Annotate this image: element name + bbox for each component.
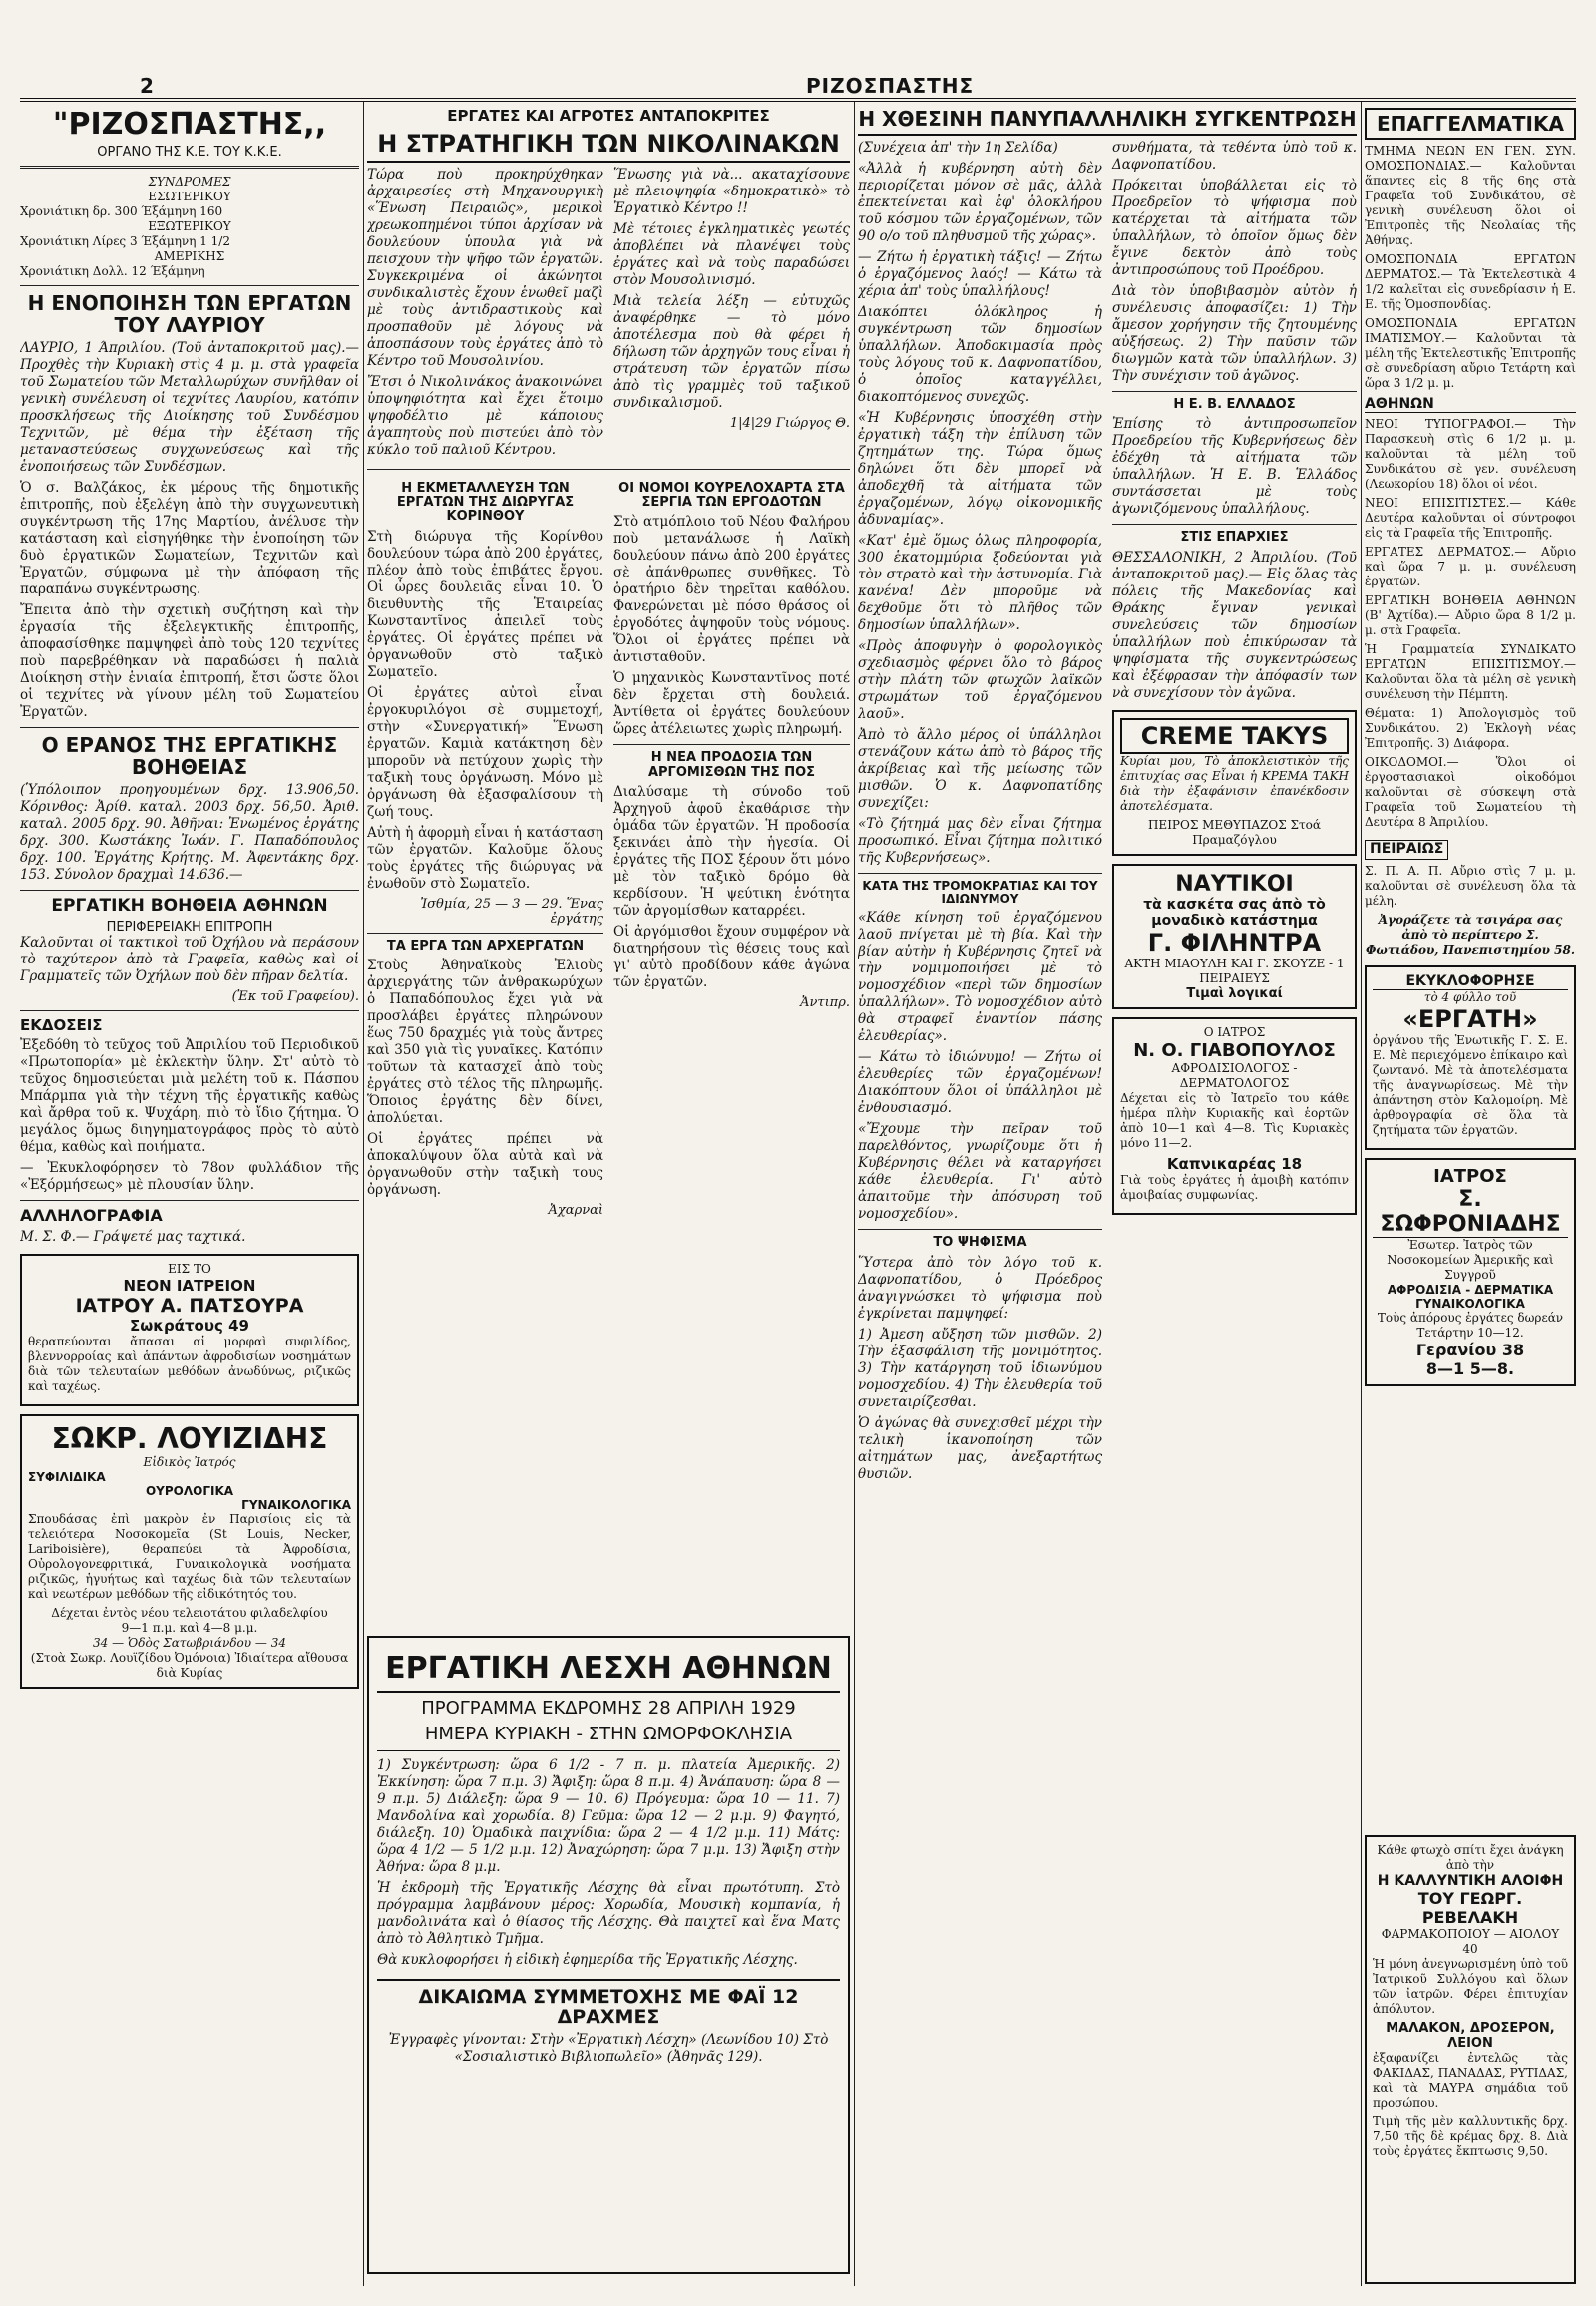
article-paragraph: «Ἔχουμε τὴν πεῖραν τοῦ παρελθόντος, γνωρίζουμε ὅτι ἡ Κυβέρνησις θέλει νὰ καταργήσει κάθε ἐλευθερία. Γι' αὐτὸ ἀπαιτοῦμε τὴν ἀπόσυρση τοῦ νομοσχεδίου». [858, 1121, 1102, 1223]
paper-title: "ΡΙΖΟΣΠΑΣΤΗΣ,, [52, 107, 327, 142]
ad-name: Ν. Ο. ΓΙΑΒΟΠΟΥΛΟΣ [1133, 1039, 1336, 1061]
article-paragraph: Ὕστερα ἀπὸ τὸν λόγο τοῦ κ. Δαφνοπατίδου, ὁ Πρόεδρος ἀναγιγνώσκει τὸ ψήφισμα ποὺ ἐγκρίνεται παμψηφεί: [858, 1254, 1102, 1322]
ad-name: «ΕΡΓΑΤΗ» [1402, 1004, 1538, 1033]
ad-body: Τιμὴ τῆς μὲν καλλυντικῆς δρχ. 7,50 τῆς δὲ κρέμας δρχ. 8. Διὰ τοὺς ἐργάτες ἔκπτωσις 9,50. [1373, 2114, 1568, 2158]
article-continuation: (Συνέχεια ἀπ' τὴν 1η Σελίδα) [858, 140, 1058, 156]
article-headline: ΟΙ ΝΟΜΟΙ ΚΟΥΡΕΛΟΧΑΡΤΑ ΣΤΑ ΣΕΡΓΙΑ ΤΩΝ ΕΡΓΟΔΟΤΩΝ [618, 480, 845, 511]
article-column [1112, 140, 1357, 1487]
ad-title: Η ΚΑΛΛΥΝΤΙΚΗ ΑΛΟΙΦΗ [1377, 1873, 1564, 1889]
newspaper-name: ΡΙΖΟΣΠΑΣΤΗΣ [806, 74, 975, 98]
article-paragraph: Ἐξεδόθη τὸ τεῦχος τοῦ Ἀπριλίου τοῦ Περιοδικοῦ «Πρωτοπορία» μὲ ἐκλεκτὴν ὕλην. Στ' αὐτὸ τὸ τεῦχος δημοσιεύεται μιὰ μελέτη τοῦ κ. Πάσπου Μπάρμπα γιὰ τὴν τέχνη τῆς ἐργατικῆς καθὼς καὶ ἄρθρα τοῦ κ. Ψυχάρη, πιὸ τὸ ἴδιο ζήτημα. Ὁ μεγάλος ὅμως διηγηματογράφος πρὸς τὸ αὐτὸ θέμα, καθὼς καὶ ποιήματα. [20, 1037, 359, 1156]
article-headline: ΕΚΔΟΣΕΙΣ [20, 1015, 103, 1034]
article-paragraph: Τώρα ποὺ προκηρύχθηκαν ἀρχαιρεσίες στὴ Μηχανουργικὴ «Ἕνωση Πειραιῶς», μερικοὶ χρεωκοπημένοι τύποι ἀρχίσαν νὰ δουλεύουν ὑπουλα γιὰ νὰ πεισχουν τὴν ψῆφο τῶν ἐργατῶν. Συγκεκριμένα οἱ ἀκώνητοι συνδικαλιστὲς ἔχουν ἑνωθεῖ μαζὶ μὲ τοὺς ἀντιδραστικοὺς καὶ προσπαθοῦν μὲ λόγους νὰ ἀποσπάσουν τοὺς ἐργάτες ἀπὸ τὸ Κέντρο τοῦ Μουσολινίου. [367, 166, 603, 369]
divider [1112, 524, 1357, 525]
ad-line: Ἐσωτερ. Ἰατρὸς τῶν Νοσοκομείων Ἀμερικῆς καὶ Συγγροῦ [1387, 1237, 1554, 1282]
article-headline: ΑΛΛΗΛΟΓΡΑΦΙΑ [20, 1206, 163, 1226]
notice: ΟΜΟΣΠΟΝΔΙΑ ΕΡΓΑΤΩΝ ΙΜΑΤΙΣΜΟΥ.— Καλοῦνται τὰ μέλη τῆς Ἐκτελεστικῆς Ἐπιτροπῆς σὲ συνεδρίαση αὔριο Τετάρτη καὶ ὥρα 3 1/2 μ. μ. [1365, 316, 1576, 390]
ad-line: (Στοὰ Σωκρ. Λουϊζίδου Ὀμόνοια) Ἰδιαίτερα αἴθουσα διὰ Κυρίας [30, 1650, 349, 1680]
ad-title: ΕΚΥΚΛΟΦΟΡΗΣΕ [1373, 973, 1568, 990]
announcement-footer: Ἐγγραφὲς γίνονται: Στὴν «Ἐργατικὴ Λέσχη» (Λεωνίδου 10) Στὸ «Σοσιαλιστικὸ Βιβλιοπωλεῖο» (Ἀθηνᾶς 129). [388, 2032, 829, 2066]
divider [20, 890, 359, 891]
ad-line: ΙΑΤΡΟΣ [1433, 1165, 1507, 1187]
notice: Θέματα: 1) Ἀπολογισμὸς τοῦ Συνδικάτου. 2) Ἐκλογὴ νέας Ἐπιτροπῆς. 3) Διάφορα. [1365, 706, 1576, 751]
ad-line: Σπουδάσας ἐπὶ μακρὸν ἐν Παρισίοις εἰς τὰ τελειότερα Νοσοκομεῖα (St Louis, Necker, Lariboisière), θεραπεύει τὰ Ἀφροδίσια, Οὐρολογονεφριτικά, Γυναικολογικὰ νοσήματα ριζικῶς, ἡγυήτως καὶ ταχέως διὰ τῶν τελευταίων καὶ νεωτέρων μεθόδων τῆς εἰδικότητός του. [28, 1511, 351, 1601]
article-columns [367, 476, 850, 1218]
notice: Ἡ Γραμματεία ΣΥΝΔΙΚΑΤΟ ΕΡΓΑΤΩΝ ΕΠΙΣΙΤΙΣΜΟΥ.— Καλοῦνται ὅλα τὰ μέλη σὲ γενικὴ συνέλευση τὴν Πέμπτη. [1365, 642, 1576, 702]
article-signature: Ἀχαρναὶ [548, 1203, 603, 1219]
article-headline: Η ΕΝΟΠΟΙΗΣΗ ΤΩΝ ΕΡΓΑΤΩΝ ΤΟΥ ΛΑΥΡΙΟΥ [27, 291, 352, 337]
column-divider [1361, 102, 1362, 2286]
subscriptions-line: ΑΜΕΡΙΚΗΣ [154, 249, 225, 263]
notice: Ἀγοράζετε τὰ τσιγάρα σας ἀπὸ τὸ περίπτερο Σ. Φωτιάδου, Πανεπιστημίου 58. [1365, 912, 1576, 957]
subscriptions-line: Χρονιάτικη Δολλ. 12 Έξάμηνη [20, 264, 205, 278]
column-2 [367, 102, 850, 1628]
article-paragraph: Ἕνωσης γιὰ νὰ... ακαταχίσουνε μὲ πλειοψηφία «δημοκρατικὸ» τὸ Ἐργατικὸ Κέντρο !! [613, 166, 850, 216]
announcement-body: Ἡ ἐκδρομὴ τῆς Ἐργατικῆς Λέσχης θὰ εἶναι πρωτότυπη. Στὸ πρόγραμμα λαμβάνουν μέρος: Χορωδία, Μουσικὴ κομπανία, ἡ μανδολινάτα καὶ ὁ θίασος τῆς Λέσχης. Θὰ παιχτεῖ καὶ ἕνα Ματς ἀπὸ τὸ Ἀθλητικὸ Τμῆμα. [377, 1879, 840, 1947]
ad-title: ΤΟΥ ΓΕΩΡΓ. ΡΕΒΕΛΑΚΗ [1417, 1889, 1523, 1927]
excursion-announcement [367, 1636, 850, 2274]
ad-hours: 8—1 5—8. [1425, 1358, 1515, 1378]
announcement-price: ΔΙΚΑΙΩΜΑ ΣΥΜΜΕΤΟΧΗΣ ΜΕ ΦΑΪ 12 ΔΡΑΧΜΕΣ [377, 1979, 840, 2029]
article-headline: ΚΑΤΑ ΤΗΣ ΤΡΟΜΟΚΡΑΤΙΑΣ ΚΑΙ ΤΟΥ ΙΔΙΩΝΥΜΟΥ [862, 879, 1098, 907]
ad-line: Δέχεται ἐντὸς νέου τελειοτάτου φιλαδελφίου [51, 1605, 328, 1620]
article-headline: Η ΝΕΑ ΠΡΟΔΟΣΙΑ ΤΩΝ ΑΡΓΟΜΙΣΘΩΝ ΤΗΣ ΠΟΣ [647, 750, 816, 780]
article-paragraph: Στὸ ατμόπλοιο τοῦ Νέου Φαλήρου ποὺ μετανάλωσε ἡ Λαϊκὴ δουλεύουν πάνω ἀπὸ 200 ἐργάτες σὲ ἀπάνθρωπες συνθῆκες. Τὸ ὁρατήριο δὲν τηρεῖται καθόλου. Φανερώνεται μὲ πόσο θράσος οἱ ἐργοδότες ἀψηφοῦν τοὺς νόμους. Ὅλοι οἱ ἐργάτες πρέπει νὰ ἀντισταθοῦν. [613, 514, 850, 666]
article-paragraph: — Ἐκυκλοφόρησεν τὸ 78ον φυλλάδιον τῆς «Ἐξόρμήσεως» μὲ πλουσίαν ὕλην. [20, 1160, 359, 1194]
article-headline: Η ΣΤΡΑΤΗΓΙΚΗ ΤΩΝ ΝΙΚΟΛΙΝΑΚΩΝ [367, 131, 850, 163]
ad-line: ΕΙΣ ΤΟ [168, 1261, 211, 1276]
article-paragraph: «Πρὸς ἀποφυγὴν ὁ φορολογικὸς σχεδιασμὸς φέρνει ὅλο τὸ βάρος στὴν πλάτη τῶν φτωχῶν λαϊκῶν στρωμάτων τοῦ ἐργαζόμενου λαοῦ». [858, 638, 1102, 722]
ad-body: Κυρίαι μου, Τὸ ἀποκλειστικὸν τῆς ἐπιτυχίας σας Εἶναι ἡ ΚΡΕΜΑ ΤΑΚΗ διὰ τὴν ἐξαφάνισιν ἐπανέκδοσιν ἀποτελέσματα. [1120, 753, 1349, 813]
ad-line: Εἰδικὸς Ἰατρός [143, 1454, 236, 1469]
article-paragraph: «Ἀλλὰ ἡ κυβέρνηση αὐτὴ δὲν περιορίζεται μόνον σὲ μᾶς, ἀλλὰ ἐπεκτείνεται καὶ ἐφ' ὁλοκλήρου τοῦ κόσμου τῶν ἐργαζομένων, τῶν 90 ο/ο τοῦ πληθυσμοῦ τῆς χώρας». [858, 161, 1102, 244]
article-paragraph: ΘΕΣΣΑΛΟΝΙΚΗ, 2 Ἀπριλίου. (Τοῦ ἀνταποκριτοῦ μας).— Εἰς ὅλας τὰς πόλεις τῆς Μακεδονίας καὶ Θράκης ἔγιναν γενικαὶ συνελεύσεις τῶν δημοσίων ὑπαλλήλων ποὺ ἐπικύρωσαν τὰ ψηφίσματα τῆς συγκεντρώσεως καὶ ἐξέφρασαν τὴν ἀπόφασίν των νὰ συνεχίσουν τὸν ἀγῶνα. [1112, 549, 1357, 701]
article-paragraph: Ὁ μηχανικὸς Κωνσταντῖνος ποτέ δὲν ἔρχεται στὴ δουλειά. Ἀντίθετα οἱ ἐργάτες δουλεύουν ὥρες ἀτέλειωτες χωρὶς πληρωμή. [613, 670, 850, 738]
ad-line: ΣΩΚΡ. ΛΟΥΙΖΙΔΗΣ [51, 1421, 328, 1455]
column-3 [858, 102, 1357, 2286]
divider [613, 744, 850, 745]
notice: ΟΙΚΟΔΟΜΟΙ.— Ὅλοι οἱ ἐργοστασιακοὶ οἰκοδόμοι καλοῦνται σὲ σύσκεψη στὰ Γραφεῖα τοῦ Σωματείου τὴ Δευτέρα 8 Ἀπριλίου. [1365, 755, 1576, 830]
article-signature: (Ἐκ τοῦ Γραφείου). [231, 988, 359, 1004]
ad-body: Δέχεται εἰς τὸ Ἰατρεῖο του κάθε ἡμέρα πλὴν Κυριακῆς καὶ ἑορτῶν ἀπὸ 10—1 καὶ 4—8. Τὶς Κυριακὲς μόνο 11—2. [1120, 1090, 1349, 1150]
article-paragraph: Ὁ σ. Βαλζάκος, ἐκ μέρους τῆς δηµοτικῆς ἐπιτροπῆς, ποὺ ἐξελέγη ἀπὸ τὴν συγχωνευτικὴ συγκέντρωση τῆς 17ης Μαρτίου, ἀνέλυσε τὴν κατάσταση καὶ εἰσηγήθηκε τὴν ἑνοποίηση τῶν δυὸ ἐργατικῶν Σωματείων, Τεχνιτῶν καὶ Ἐργατῶν, σύμφωνα μὲ τὴν ἀπόφαση τῆς παραπάνω συγκέντρωσης. [20, 480, 359, 597]
article-paragraph: Καλοῦνται οἱ τακτικοὶ τοῦ Ὀχήλου νὰ περάσουν τὸ ταχύτερον ἀπὸ τὰ Γραφεῖα, καθὼς καὶ οἱ Γραμματεῖς τῶν Ὀχήλων ποὺ δὲν πῆραν δελτία. [20, 934, 359, 984]
article-paragraph: Στοὺς Ἀθηναϊκοὺς Ἐλιοὺς ἀρχιεργάτης τῶν ἀνθρακωρύχων ὁ Παπαδόπουλος ἔχει γιὰ νὰ προσλάβει ἐργάτες πληρώνουν ἕως 750 δραχμές γιὰ τοὺς ἄντρες καὶ 350 γιὰ τὶς γυναῖκες. Κατόπιν τοῦτων τὰ κατασχεῖ ἀπὸ τοὺς ἐργάτες στὸ τέλος τῆς πληρωμῆς. Ὅποιος ἐργάτης δὲν δίνει, ἀπολύεται. [367, 958, 603, 1127]
ad-line: 34 — Ὁδὸς Σατωβριάνδου — 34 [93, 1635, 286, 1650]
article-headline: Ο ΕΡΑΝΟΣ ΤΗΣ ΕΡΓΑΤΙΚΗΣ ΒΟΗΘΕΙΑΣ [41, 733, 338, 779]
ad-line: ΑΦΡΟΔΙΣΙΟΛΟΓΟΣ - ΔΕΡΜΑΤΟΛΟΓΟΣ [1171, 1060, 1298, 1090]
ad-body: ὀργάνου τῆς Ἑνωτικῆς Γ. Σ. Ε. Ε. Μὲ περιεχόμενο ἐπίκαιρο καὶ ζωντανό. Μὲ τὰ ἀποτελέσματα τῆς ἀναγνωρίσεως. Μὲ τὴν ἀπάντηση στὸν Καλομοίρη. Μὲ ἀρθρογραφία σὲ ὅλα τὰ ζητήματα τῶν ἐργατῶν. [1373, 1032, 1568, 1137]
ad-giavopoulos [1112, 1017, 1357, 1215]
article-paragraph: Διακόπτει ὁλόκληρος ἡ συγκέντρωση τῶν δημοσίων ὑπαλλήλων. Ἀποδοκιμασία πρὸς τοὺς λόγους τοῦ κ. Δαφνοπατίδου, ὁ ὁποῖος καταγγέλλει, διακοπτόμενος συνεχῶς. [858, 304, 1102, 405]
article-column [858, 140, 1102, 1487]
announcement-body: 1) Συγκέντρωση: ὥρα 6 1/2 - 7 π. μ. πλατεία Ἀμερικῆς. 2) Ἐκκίνηση: ὥρα 7 π.μ. 3) Ἄφιξη: ὥρα 8 π.μ. 4) Ἀνάπαυση: ὥρα 8 — 9 π.μ. 5) Διάλεξη: ὥρα 9 — 10. 6) Πρόγευμα: ὥρα 10 — 11. 7) Μανδολίνα καὶ χορωδία. 8) Γεῦμα: ὥρα 12 — 2 μ.μ. 9) Φαγητό, διάλεξη. 10) Ὁμαδικὰ παιχνίδια: ὥρα 2 — 4 1/2 μ.μ. 11) Μάτς: ὥρα 4 1/2 — 5 1/2 μ.μ. 12) Ἀναχώρηση: ὥρα 7 μ.μ. 13) Ἄφιξη στὴν Ἀθήνα: ὥρα 8 μ.μ. [377, 1756, 840, 1875]
ad-line: ΜΑΛΑΚΟΝ, ΔΡΟΣΕΡΟΝ, ΛΕΙΟΝ [1386, 2021, 1555, 2051]
column-4 [1365, 102, 1576, 1827]
article-column [613, 476, 850, 1218]
article-paragraph: Μιὰ τελεία λέξη — εὐτυχῶς ἀναφέρθηκε — τὸ μόνο ἀποτέλεσμα ποὺ θὰ φέρει ἡ δήλωση τῶν ἀρχηγῶν τους εἶναι ἡ στράτευση τῶν ἐργατῶν πίσω ἀπὸ τὶς γραμμὲς τοῦ ταξικοῦ συνδικαλισμοῦ. [613, 292, 850, 411]
article-headline: Η Ε. Β. ΕΛΛΑΔΟΣ [1173, 397, 1296, 412]
article-column [613, 167, 850, 463]
paper-subtitle: ΟΡΓΑΝΟ ΤΗΣ Κ.Ε. ΤΟΥ Κ.Κ.Ε. [97, 145, 282, 160]
article-paragraph: Ἀπὸ τὸ ἄλλο μέρος οἱ ὑπάλληλοι στενάζουν κάτω ἀπὸ τὸ βάρος τῆς ἀκρίβειας καὶ τῆς μείωσης τῶν μισθῶν. Ὁ κ. Δαφνοπατίδης συνεχίζει: [858, 727, 1102, 811]
divider [858, 1229, 1102, 1230]
announcement-title: ΕΡΓΑΤΙΚΗ ΛΕΣΧΗ ΑΘΗΝΩΝ [377, 1652, 840, 1693]
divider [20, 285, 359, 286]
ad-louizidis [20, 1414, 359, 1689]
ad-line: Κάθε φτωχὸ σπίτι ἔχει ἀνάγκη ἀπὸ τὴν [1377, 1843, 1564, 1872]
page-number: 2 [140, 74, 154, 98]
ad-address: ΑΚΤΗ ΜΙΑΟΥΛΗ ΚΑΙ Γ. ΣΚΟΥΖΕ - 1 ΠΕΙΡΑΙΕΥΣ [1124, 956, 1345, 985]
ad-address: Καπνικαρέας 18 [1166, 1154, 1303, 1173]
article-paragraph: Οἱ ἀργόμισθοι ἔχουν συμφέρον νὰ διατηρήσουν τὶς θέσεις τους καὶ γι' αὐτὸ προδίδουν κάθε ἀγώνα τῶν ἐργατῶν. [613, 924, 850, 991]
ad-title: CREME TAKYS [1120, 718, 1349, 754]
ad-patsouras [20, 1254, 359, 1406]
ad-body: Ἡ μόνη ἀνεγνωρισμένη ὑπὸ τοῦ Ἰατρικοῦ Συλλόγου καὶ ὅλων τῶν ἰατρῶν. Φέρει ἐπιτυχίαν ἀπόλυτον. [1373, 1957, 1568, 2016]
divider [367, 933, 603, 934]
ad-body: τὰ κασκέτα σας ἀπὸ τὸ μοναδικὸ κατάστημα [1143, 896, 1326, 929]
article-paragraph: Αὐτὴ ἡ ἀφορμὴ εἶναι ἡ κατάσταση τῶν ἐργατῶν. Καλοῦμε ὅλους τοὺς ἐργάτες τῆς διώρυγας νὰ ἐνωθοῦν στὸ Σωματεῖο. [367, 824, 603, 892]
ad-name: Σ. ΣΩΦΡΟΝΙΑΔΗΣ [1373, 1187, 1568, 1238]
notice: ΝΕΟΙ ΤΥΠΟΓΡΑΦΟΙ.— Τὴν Παρασκευὴ στὶς 6 1/2 μ. μ. καλοῦνται τὰ μέλη τοῦ Συνδικάτου σὲ γεν. συνέλευση (Λεωκορίου 18) ὅλοι οἱ νέοι. [1365, 417, 1576, 492]
section-subtitle: ΑΘΗΝΩΝ [1365, 397, 1576, 413]
ad-line: ΓΥΝΑΙΚΟΛΟΓΙΚΑ [241, 1497, 351, 1512]
article-paragraph: — Ζήτω ἡ ἐργατικὴ τάξις! — Ζήτω ὁ ἐργαζόμενος λαός! — Κάτω τὰ χέρια ἀπ' τοὺς ὑπαλλήλους! [858, 249, 1102, 299]
article-signature: 1|4|29 Γιώργος Θ. [729, 415, 850, 431]
divider [1112, 391, 1357, 392]
notice: ΤΜΗΜΑ ΝΕΩΝ ΕΝ ΓΕΝ. ΣΥΝ. ΟΜΟΣΠΟΝΔΙΑΣ.— Καλοῦνται ἅπαντες εἰς 8 τῆς 6ης στὰ Γραφεῖα τοῦ Συνδικάτου, σὲ γενικὴ συνέλευση ὅλοι οἱ Ἐπιτροπὲς τῆς Νεολαίας τῆς Ἀθήνας. [1365, 144, 1576, 247]
ad-address: Γερανίου 38 [1415, 1340, 1525, 1359]
article-paragraph: — Κάτω τὸ ἰδιώνυμο! — Ζήτω οἱ ἐλευθερίες τῶν ἐργαζομένων! Διακόπτουν ὅλοι οἱ ὑπάλληλοι μὲ ἐνθουσιασμό. [858, 1049, 1102, 1117]
section-title: ΕΠΑΓΓΕΛΜΑΤΙΚΑ [1365, 108, 1576, 140]
article-paragraph: Μ. Σ. Φ.— Γράψετέ μας ταχτικά. [20, 1228, 246, 1245]
ad-line: θεραπεύονται ἄπασαι αἱ μορφαὶ συφιλίδος, βλεννορροίας καὶ ἁπάντων ἀφροδισίων νοσημάτων διὰ τῶν τελευταίων μεθόδων ἀνωδύνως, ριζικῶς καὶ ταχέως. [28, 1334, 351, 1393]
article-headline: ΤΟ ΨΗΦΙΣΜΑ [933, 1235, 1027, 1251]
notice: ΝΕΟΙ ΕΠΙΣΙΤΙΣΤΕΣ.— Κάθε Δευτέρα καλοῦνται οἱ σύντροφοι εἰς τὰ Γραφεῖα τῆς Ἐπιτροπῆς. [1365, 496, 1576, 541]
subscriptions-line: ΕΣΩΤΕΡΙΚΟΥ [148, 190, 231, 203]
ad-line: Ο ΙΑΤΡΟΣ [1203, 1024, 1266, 1039]
article-signature: Ἰσθμία, 25 — 3 — 29. Ἕνας ἐργάτης [420, 896, 603, 927]
article-paragraph: «Τὸ ζήτημά μας δὲν εἶναι ζήτημα προσωπικό. Εἶναι ζήτημα πολιτικό τῆς Κυβερνήσεως». [858, 816, 1102, 866]
article-paragraph: «Κατ' ἐμὲ ὅμως ὁλως πληροφορία, 300 ἑκατομμύρια ξοδεύονται γιὰ τὸν στρατὸ καὶ τὴν ἀστυνομία. Γιὰ κανένα! Δὲν μποροῦμε νὰ δεχθοῦμε ὅτι τὸ πλῆθος τῶν δημοσίων ὑπαλλήλων». [858, 533, 1102, 633]
divider [20, 727, 359, 728]
notice: ΕΡΓΑΤΙΚΗ ΒΟΗΘΕΙΑ ΑΘΗΝΩΝ (Β' Ἀχτίδα).— Αὔριο ὥρα 8 1/2 μ. μ. στὰ Γραφεῖα. [1365, 593, 1576, 638]
article-column [367, 167, 603, 463]
section-subtitle: ΠΕΙΡΑΙΩΣ [1365, 840, 1448, 859]
ad-body: Γιὰ τοὺς ἐργάτες ἡ ἀμοιβὴ κατόπιν ἀμοιβαίας συμφωνίας. [1120, 1172, 1349, 1202]
page-masthead [20, 74, 1576, 102]
ad-creme-takys [1112, 710, 1357, 856]
ad-title: ΝΑΥΤΙΚΟΙ [1175, 871, 1294, 897]
announcement-subtitle: ΗΜΕΡΑ ΚΥΡΙΑΚΗ - ΣΤΗΝ ΩΜΟΡΦΟΚΛΗΣΙΑ [377, 1725, 840, 1751]
announcement-body: Θὰ κυκλοφορήσει ἡ εἰδικὴ ἐφημερίδα τῆς Ἐργατικῆς Λέσχης. [377, 1951, 798, 1968]
article-paragraph: Ἔτσι ὁ Νικολινάκος ἀνακοινώνει ὑποψηφιότητα καὶ ἔχει ἕτοιμο ψηφοδέλτιο μὲ κάποιους ἀγαπητοὺς ποὺ πιστεύει ἀπὸ τὸν κύκλο τοῦ παλιοῦ Κέντρου. [367, 373, 603, 458]
announcement-subtitle: ΠΡΟΓΡΑΜΜΑ ΕΚΔΡΟΜΗΣ 28 ΑΠΡΙΛΗ 1929 [421, 1698, 796, 1719]
article-paragraph: 1) Ἀμεση αὔξηση τῶν μισθῶν. 2) Τὴν ἐξασφάλιση τῆς μονιμότητος. 3) Τὴν κατάργηση τοῦ ἰδιωνύμου νομοσχεδίου. 4) Τὴν ἐλευθερία τοῦ συνεταιρίζεσθαι. [858, 1326, 1102, 1410]
article-column [367, 476, 603, 1218]
ad-line: ΦΑΡΜΑΚΟΠΟΙΟΥ — ΑΙΟΛΟΥ 40 [1381, 1927, 1560, 1956]
ad-line: ΟΥΡΟΛΟΓΙΚΑ [145, 1483, 234, 1498]
ad-line: ΝΕΟΝ ΙΑΤΡΕΙΟΝ [123, 1276, 256, 1295]
divider [367, 469, 850, 470]
section-kicker: ΕΡΓΑΤΕΣ ΚΑΙ ΑΓΡΟΤΕΣ ΑΝΤΑΠΟΚΡΙΤΕΣ [447, 107, 770, 125]
ad-sofroniadis [1365, 1158, 1576, 1386]
article-paragraph: «Ἡ Κυβέρνησις ὑποσχέθη στὴν ἐργατικὴ τάξη τὴν ἐπίλυση τῶν ζητημάτων της. Τώρα ὅμως δηλώνει ὅτι δὲν μπορεῖ νὰ ἀποδεχθῆ τὰ αἰτήματα τῶν ἐργαζομένων, λόγῳ οἰκονομικῆς ἀδυναμίας». [858, 410, 1102, 528]
ad-footer: ΠΕΙΡΟΣ ΜΕΘΥΠΑΖΟΣ Στοά Πραμαζόγλου [1147, 817, 1322, 847]
article-paragraph: Διαλύσαμε τὴ σύνοδο τοῦ Ἀρχηγοῦ ἀφοῦ ἐκαθάρισε τὴν ὁμάδα τῶν ἐργατῶν. Ἡ προδοσία ξεκινάει ἀπὸ τὴν ἡγεσία. Οἱ ἐργάτες τῆς ΠΟΣ ξέρουν ὅτι μόνο μὲ τὸν ταξικὸ δρόμο θὰ κερδίσουν. Ἡ ψεύτικη ἑνότητα τῶν ἀργομίσθων καταρρέει. [613, 784, 850, 920]
article-paragraph: ΛΑΥΡΙΟ, 1 Άπριλίου. (Τοῦ ἀνταποκριτοῦ μας).— Προχθὲς τὴν Κυριακὴ στὶς 4 μ. μ. στὰ γραφεῖα τοῦ Σωματείου τῶν Μεταλλωρύχων συνῆλθαν οἱ γενικὴ συνέλευση οἱ τεχνίτες Λαυρίου, κατόπιν προσκλήσεως τῆς Διοίκησης τοῦ Συνδέσμου Τεχνιτῶν, μὲ θέμα τὴν ἐξέταση τῆς μεταναστεύσεως συγχωνεύσεως καὶ τῆς ἑνοποιήσεως τῶν Συνδέσμων. [20, 340, 359, 475]
divider [20, 1200, 359, 1201]
article-paragraph: Ἔπειτα ἀπὸ τὴν σχετικὴ συζήτηση καὶ τὴν ἐργασία τῆς ἐξελεγκτικῆς ἐπιτροπῆς, ἀποφασίσθηκε παμψηφεὶ ἀπὸ τοὺς 120 τεχνίτες ποὺ παρεβρέθηκαν νὰ παραδώσει ἡ παλιὰ Διοίκηση στὴν ἑνιαία ἐπιτροπή, ἔτσι ὥστε ὅλοι οἱ τεχνίτες νὰ γίνουν μέλη τοῦ Σωματείου Ἐργατῶν. [20, 602, 359, 720]
subscriptions-title: ΣΥΝΔΡΟΜΕΣ [148, 175, 231, 189]
article-headline: ΕΡΓΑΤΙΚΗ ΒΟΗΘΕΙΑ ΑΘΗΝΩΝ [51, 896, 328, 916]
ad-line: ΣΥΦΙΛΙΔΙΚΑ [28, 1469, 106, 1484]
column-1 [20, 102, 359, 2286]
article-paragraph: Οἱ ἐργάτες αὐτοὶ εἶναι ἐργοκυριλόγοι σὲ συμμετοχή, στὴν «Συνεργατική» Ἕνωση ἐργατῶν. Καμιὰ κατάκτηση δὲν μποροῦν νὰ πετύχουν χωρὶς τὴν ταξικὴ τους ὀργάνωση. Μόνο μὲ ὀργάνωση θὰ ἐξασφαλίσουν τὴ ζωή τους. [367, 684, 603, 820]
divider [858, 873, 1102, 874]
article-paragraph: Οἱ ἐργάτες πρέπει νὰ ἀποκαλύψουν ὅλα αὐτὰ καὶ νὰ ὀργανωθοῦν στὴν ταξικὴ τους ὀργάνωση. [367, 1131, 603, 1199]
ad-price: Τιμαὶ λογικαί [1186, 985, 1283, 1001]
ad-line: Σωκράτους 49 [130, 1316, 249, 1335]
ad-line: ΑΦΡΟΔΙΣΙΑ - ΔΕΡΜΑΤΙΚΑ ΓΥΝΑΙΚΟΛΟΓΙΚΑ [1387, 1282, 1554, 1311]
subscriptions-line: Χρονιάτικη δρ. 300 Έξάμηνη 160 [20, 204, 223, 218]
divider [20, 166, 359, 169]
article-paragraph: Ἐπίσης τὸ ἀντιπροσωπεῖον Προεδρείου τῆς Κυβερνήσεως δὲν ἐδέχθη τὰ αἰτήματα τῶν ὑπαλλήλων. Ἡ Ε. Β. Ἑλλάδος συντάσσεται μὲ τοὺς ἀγωνιζόμενους ὑπαλλήλους. [1112, 416, 1357, 518]
article-paragraph: «Κάθε κίνηση τοῦ ἐργαζόμενου λαοῦ πνίγεται μὲ τὴ βία. Καὶ τὴν βίαν αὐτὴν ἡ Κυβέρνησις ζητεῖ νὰ τὴν νομιμοποιήσει μὲ τὸ νομοσχέδιον «περὶ τῶν δημοσίων ὑπαλλήλων». Τὸ νομοσχέδιον αὐτὸ θὰ στραφεῖ ἐναντίον πάσης ἐλευθερίας». [858, 910, 1102, 1045]
article-paragraph: Στὴ διώρυγα τῆς Κορίνθου δουλεύουν τώρα ἀπὸ 200 ἐργάτες, πλέον ἀπὸ τοὺς ἐπιβάτες ἔργου. Οἱ ὧρες δουλειᾶς εἶναι 10. Ὁ διευθυντὴς τῆς Ἑταιρείας Κωνσταντῖνος ἀπειλεῖ τοὺς ἐργάτες. Οἱ ἐργάτες πρέπει νὰ ὀργανωθοῦν στὸ ταξικὸ Σωματεῖο. [367, 528, 603, 680]
article-paragraph: Διὰ τὸν ὑποβιβασμὸν αὐτὸν ἡ συνέλευσις ἀποφασίζει: 1) Τὴν ἄμεσον χορήγησιν τῆς ζητουμένης αὐξήσεως. 2) Τὴν παῦσιν τῶν διωγμῶν κατὰ τῶν ὑπαλλήλων. 3) Τὴν συνέχισιν τοῦ ἀγῶνος. [1112, 283, 1357, 384]
article-columns [858, 140, 1357, 1487]
divider [20, 1010, 359, 1011]
article-paragraph: Πρόκειται ὑποβάλλεται εἰς τὸ Προεδρεῖον τὸ ψήφισμα ποὺ κατέρχεται τὰ αἰτήματα τῶν ὑπαλλήλων, τὸ ὁποῖον ὅμως δὲν ἔγινε δεκτὸν ἀπὸ τοὺς ἀντιπροσώπους τοῦ Προέδρου. [1112, 178, 1357, 278]
column-divider [854, 102, 855, 2286]
subscriptions-line: ΕΞΩΤΕΡΙΚΟΥ [148, 219, 231, 233]
article-paragraph: Μὲ τέτοιες ἐγκληματικὲς γεωτές ἀποβλέπει νὰ πλανέψει τοὺς ἐργάτες καὶ νὰ τοὺς παραδώσει στὸν Μουσολινισμό. [613, 220, 850, 288]
article-headline: Η ΕΚΜΕΤΑΛΛΕΥΣΗ ΤΩΝ ΕΡΓΑΤΩΝ ΤΗΣ ΔΙΩΡΥΓΑΣ ΚΟΡΙΝΘΟΥ [396, 480, 575, 525]
notice: ΕΡΓΑΤΕΣ ΔΕΡΜΑΤΟΣ.— Αὔριο καὶ ὥρα 7 μ. μ. συνέλευση ἐργατῶν. [1365, 545, 1576, 589]
article-paragraph: συνθήματα, τὰ τεθέντα ὑπὸ τοῦ κ. Δαφνοπατίδου. [1112, 140, 1357, 173]
column-divider [363, 102, 364, 2286]
article-paragraph: (Ὑπόλοιπον προηγουμένων δρχ. 13.906,50. Κόρινθος: Ἀρίθ. καταλ. 2003 δρχ. 56,50. Ἀριθ. καταλ. 2005 δρχ. 90. Ἀθῆναι: Ἐνωμένος ἐργάτης δρχ. 300. Κωστάκης Ἰωάν. Γ. Παπαδόπουλος δρχ. 100. Ἐργάτης Κρήτης. Μ. Ἀφεντάκης δρχ. 153. Σύνολον δραχμαὶ 14.636.— [20, 782, 359, 883]
article-paragraph: Ὁ ἀγώνας θὰ συνεχισθεῖ μέχρι τὴν τελικὴ ἱκανοποίηση τῶν αἰτημάτων μας, ἀνεξαρτήτως θυσιῶν. [858, 1414, 1102, 1482]
article-headline: Η ΧΘΕΣΙΝΗ ΠΑΝΥΠΑΛΛΗΛΙΚΗ ΣΥΓΚΕΝΤΡΩΣΗ [858, 108, 1357, 136]
subscriptions-line: Χρονιάτικη Λίρες 3 Έξάμηνη 1 1/2 [20, 234, 230, 248]
article-columns [367, 167, 850, 463]
ad-line: Τοὺς ἀπόρους ἐργάτες δωρεάν Τετάρτην 10—12. [1377, 1310, 1564, 1340]
ad-name: Γ. ΦΙΛΗΝΤΡΑ [1147, 928, 1322, 957]
ad-ergatis [1365, 965, 1576, 1150]
ad-line: 9—1 π.μ. καὶ 4—8 μ.μ. [121, 1620, 258, 1635]
ad-nautikoi [1112, 864, 1357, 1009]
ad-body: ἐξαφανίζει ἐντελῶς τὰς ΦΑΚΙΔΑΣ, ΠΑΝΑΔΑΣ, ΡΥΤΙΔΑΣ, καὶ τὰ ΜΑΥΡΑ σημάδια τοῦ προσώπου. [1373, 2051, 1568, 2110]
article-headline: ΣΤΙΣ ΕΠΑΡΧΙΕΣ [1180, 530, 1289, 546]
article-signature: Ἀντιπρ. [800, 995, 850, 1011]
notice: ΟΜΟΣΠΟΝΔΙΑ ΕΡΓΑΤΩΝ ΔΕΡΜΑΤΟΣ.— Τὰ Ἐκτελεστικὰ 4 1/2 καλεῖται εἰς συνεδρίασιν ἡ Ε. Ε. τῆς Ὁμοσπονδίας. [1365, 252, 1576, 311]
ad-revelakis [1365, 1835, 1576, 2284]
article-subheadline: ΠΕΡΙΦΕΡΕΙΑΚΗ ΕΠΙΤΡΟΠΗ [106, 919, 273, 935]
ad-line: τὸ 4 φύλλο τοῦ [1423, 989, 1517, 1004]
notice: Σ. Π. Α. Π. Αὔριο στὶς 7 μ. μ. καλοῦνται σὲ συνέλευση ὅλα τὰ μέλη. [1365, 863, 1576, 908]
ad-line: ΙΑΤΡΟΥ Α. ΠΑΤΣΟΥΡΑ [75, 1294, 304, 1317]
article-headline: ΤΑ ΕΡΓΑ ΤΩΝ ΑΡΧΕΡΓΑΤΩΝ [386, 938, 585, 954]
